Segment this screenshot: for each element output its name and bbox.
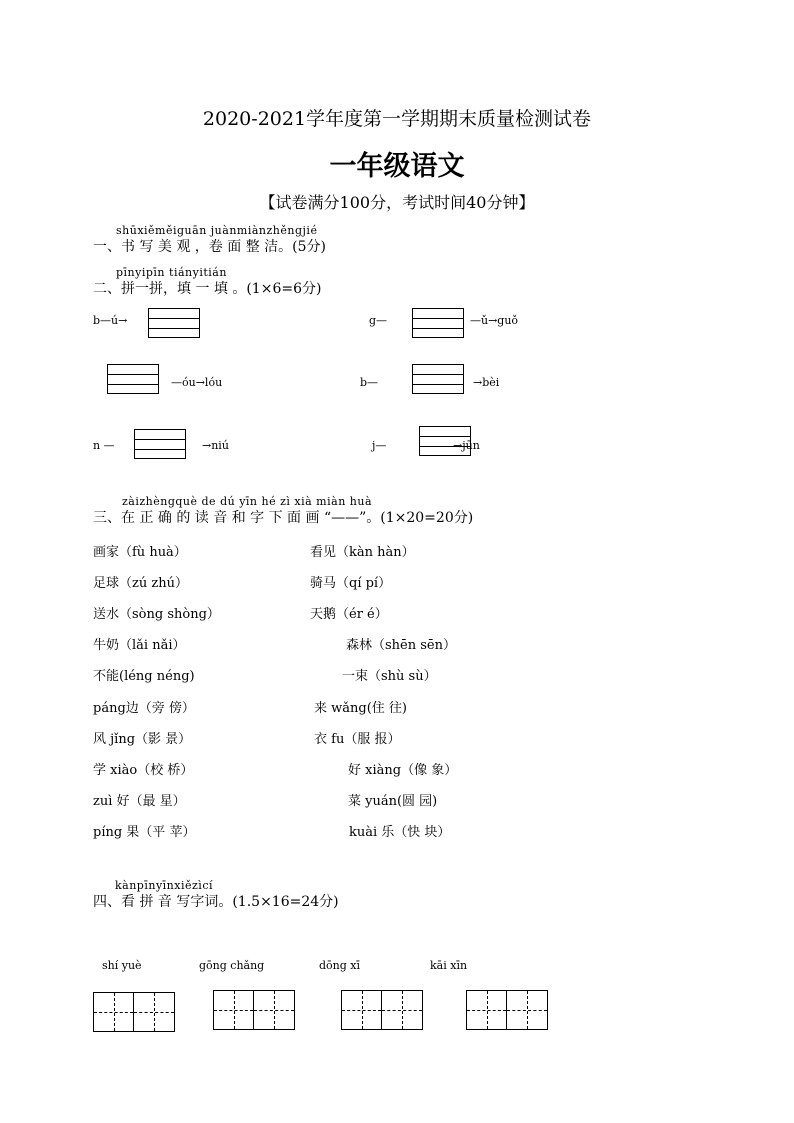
choice-item[interactable]: 好 xiàng（像 象）	[348, 763, 458, 778]
choice-item[interactable]: zuì 好（最 星）	[93, 794, 186, 809]
section3-pinyin: zàizhèngquè de dú yīn hé zì xià miàn huà	[122, 495, 372, 508]
exam-header-line: 2020-2021学年度第一学期期末质量检测试卷	[202, 108, 592, 130]
spell-item-2-prefix: g—	[369, 314, 388, 327]
choice-item[interactable]: 看见（kàn hàn）	[310, 545, 415, 560]
tianzige-grid[interactable]	[213, 990, 295, 1030]
choice-item[interactable]: 牛奶（lǎi nǎi）	[93, 638, 186, 653]
choice-item[interactable]: 菜 yuán(圆 园)	[348, 794, 438, 809]
word-pinyin: dōng xī	[319, 959, 361, 972]
section3-heading: 三、在 正 确 的 读 音 和 字 下 面 画 “——”。(1×20=20分)	[93, 510, 474, 526]
choice-item[interactable]: kuài 乐（快 块）	[349, 825, 451, 840]
spell-item-4-prefix: b—	[360, 376, 379, 389]
exam-score-time-note: 【试卷满分100分，考试时间40分钟】	[259, 193, 535, 212]
choice-item[interactable]: 送水（sòng shòng）	[93, 607, 220, 622]
spell-item-5-prefix: n —	[93, 439, 115, 452]
section1-pinyin: shūxiěměiguān juànmiànzhěngjié	[116, 224, 318, 237]
three-line-box[interactable]	[412, 308, 464, 338]
choice-item[interactable]: píng 果（平 苹）	[93, 825, 196, 840]
word-pinyin: shí yuè	[102, 959, 142, 972]
spell-item-6-prefix: j—	[372, 439, 387, 452]
section4-heading: 四、看 拼 音 写字词。(1.5×16=24分)	[93, 894, 339, 910]
exam-subject-title: 一年级语文	[329, 151, 465, 182]
section1-heading: 一、书 写 美 观 ，卷 面 整 洁。(5分)	[93, 239, 326, 255]
section2-pinyin: pīnyipīn tiányitián	[116, 266, 227, 279]
three-line-box[interactable]	[107, 364, 159, 394]
choice-item[interactable]: 画家（fù huà）	[93, 545, 187, 560]
choice-item[interactable]: 来 wǎng(住 往)	[314, 701, 407, 716]
choice-item[interactable]: 森林（shēn sēn）	[346, 638, 456, 653]
word-pinyin: gōng chǎng	[199, 959, 265, 972]
choice-item[interactable]: 一束（shù sù）	[342, 669, 437, 684]
section4-pinyin: kànpīnyīnxiězìcí	[115, 879, 213, 892]
spell-item-5-suffix: →niú	[202, 439, 229, 452]
spell-item-6-suffix: →jūn	[453, 439, 480, 452]
section2-heading: 二、拼一拼，填 一 填 。(1×6=6分)	[93, 281, 322, 297]
choice-item[interactable]: 不能(léng néng)	[93, 669, 195, 684]
spell-item-3-suffix: —óu→lóu	[171, 376, 223, 389]
choice-item[interactable]: 风 jǐng（影 景）	[93, 732, 192, 747]
choice-item[interactable]: 骑马（qí pí）	[310, 576, 392, 591]
spell-item-4-suffix: →bèi	[473, 376, 500, 389]
tianzige-grid[interactable]	[466, 990, 548, 1030]
choice-item[interactable]: 衣 fu（服 报）	[314, 732, 401, 747]
word-pinyin: kāi xīn	[430, 959, 468, 972]
spell-item-1-prefix: b—ú→	[93, 314, 128, 327]
three-line-box[interactable]	[134, 429, 186, 459]
tianzige-grid[interactable]	[93, 992, 175, 1032]
choice-item[interactable]: 足球（zú zhú）	[93, 576, 188, 591]
three-line-box[interactable]	[412, 364, 464, 394]
choice-item[interactable]: páng边（旁 傍）	[93, 701, 195, 716]
choice-item[interactable]: 天鹅（ér é）	[310, 607, 388, 622]
three-line-box[interactable]	[148, 308, 200, 338]
spell-item-2-suffix: —ǔ→guǒ	[470, 314, 519, 327]
choice-item[interactable]: 学 xiào（校 桥）	[93, 763, 194, 778]
tianzige-grid[interactable]	[341, 990, 423, 1030]
